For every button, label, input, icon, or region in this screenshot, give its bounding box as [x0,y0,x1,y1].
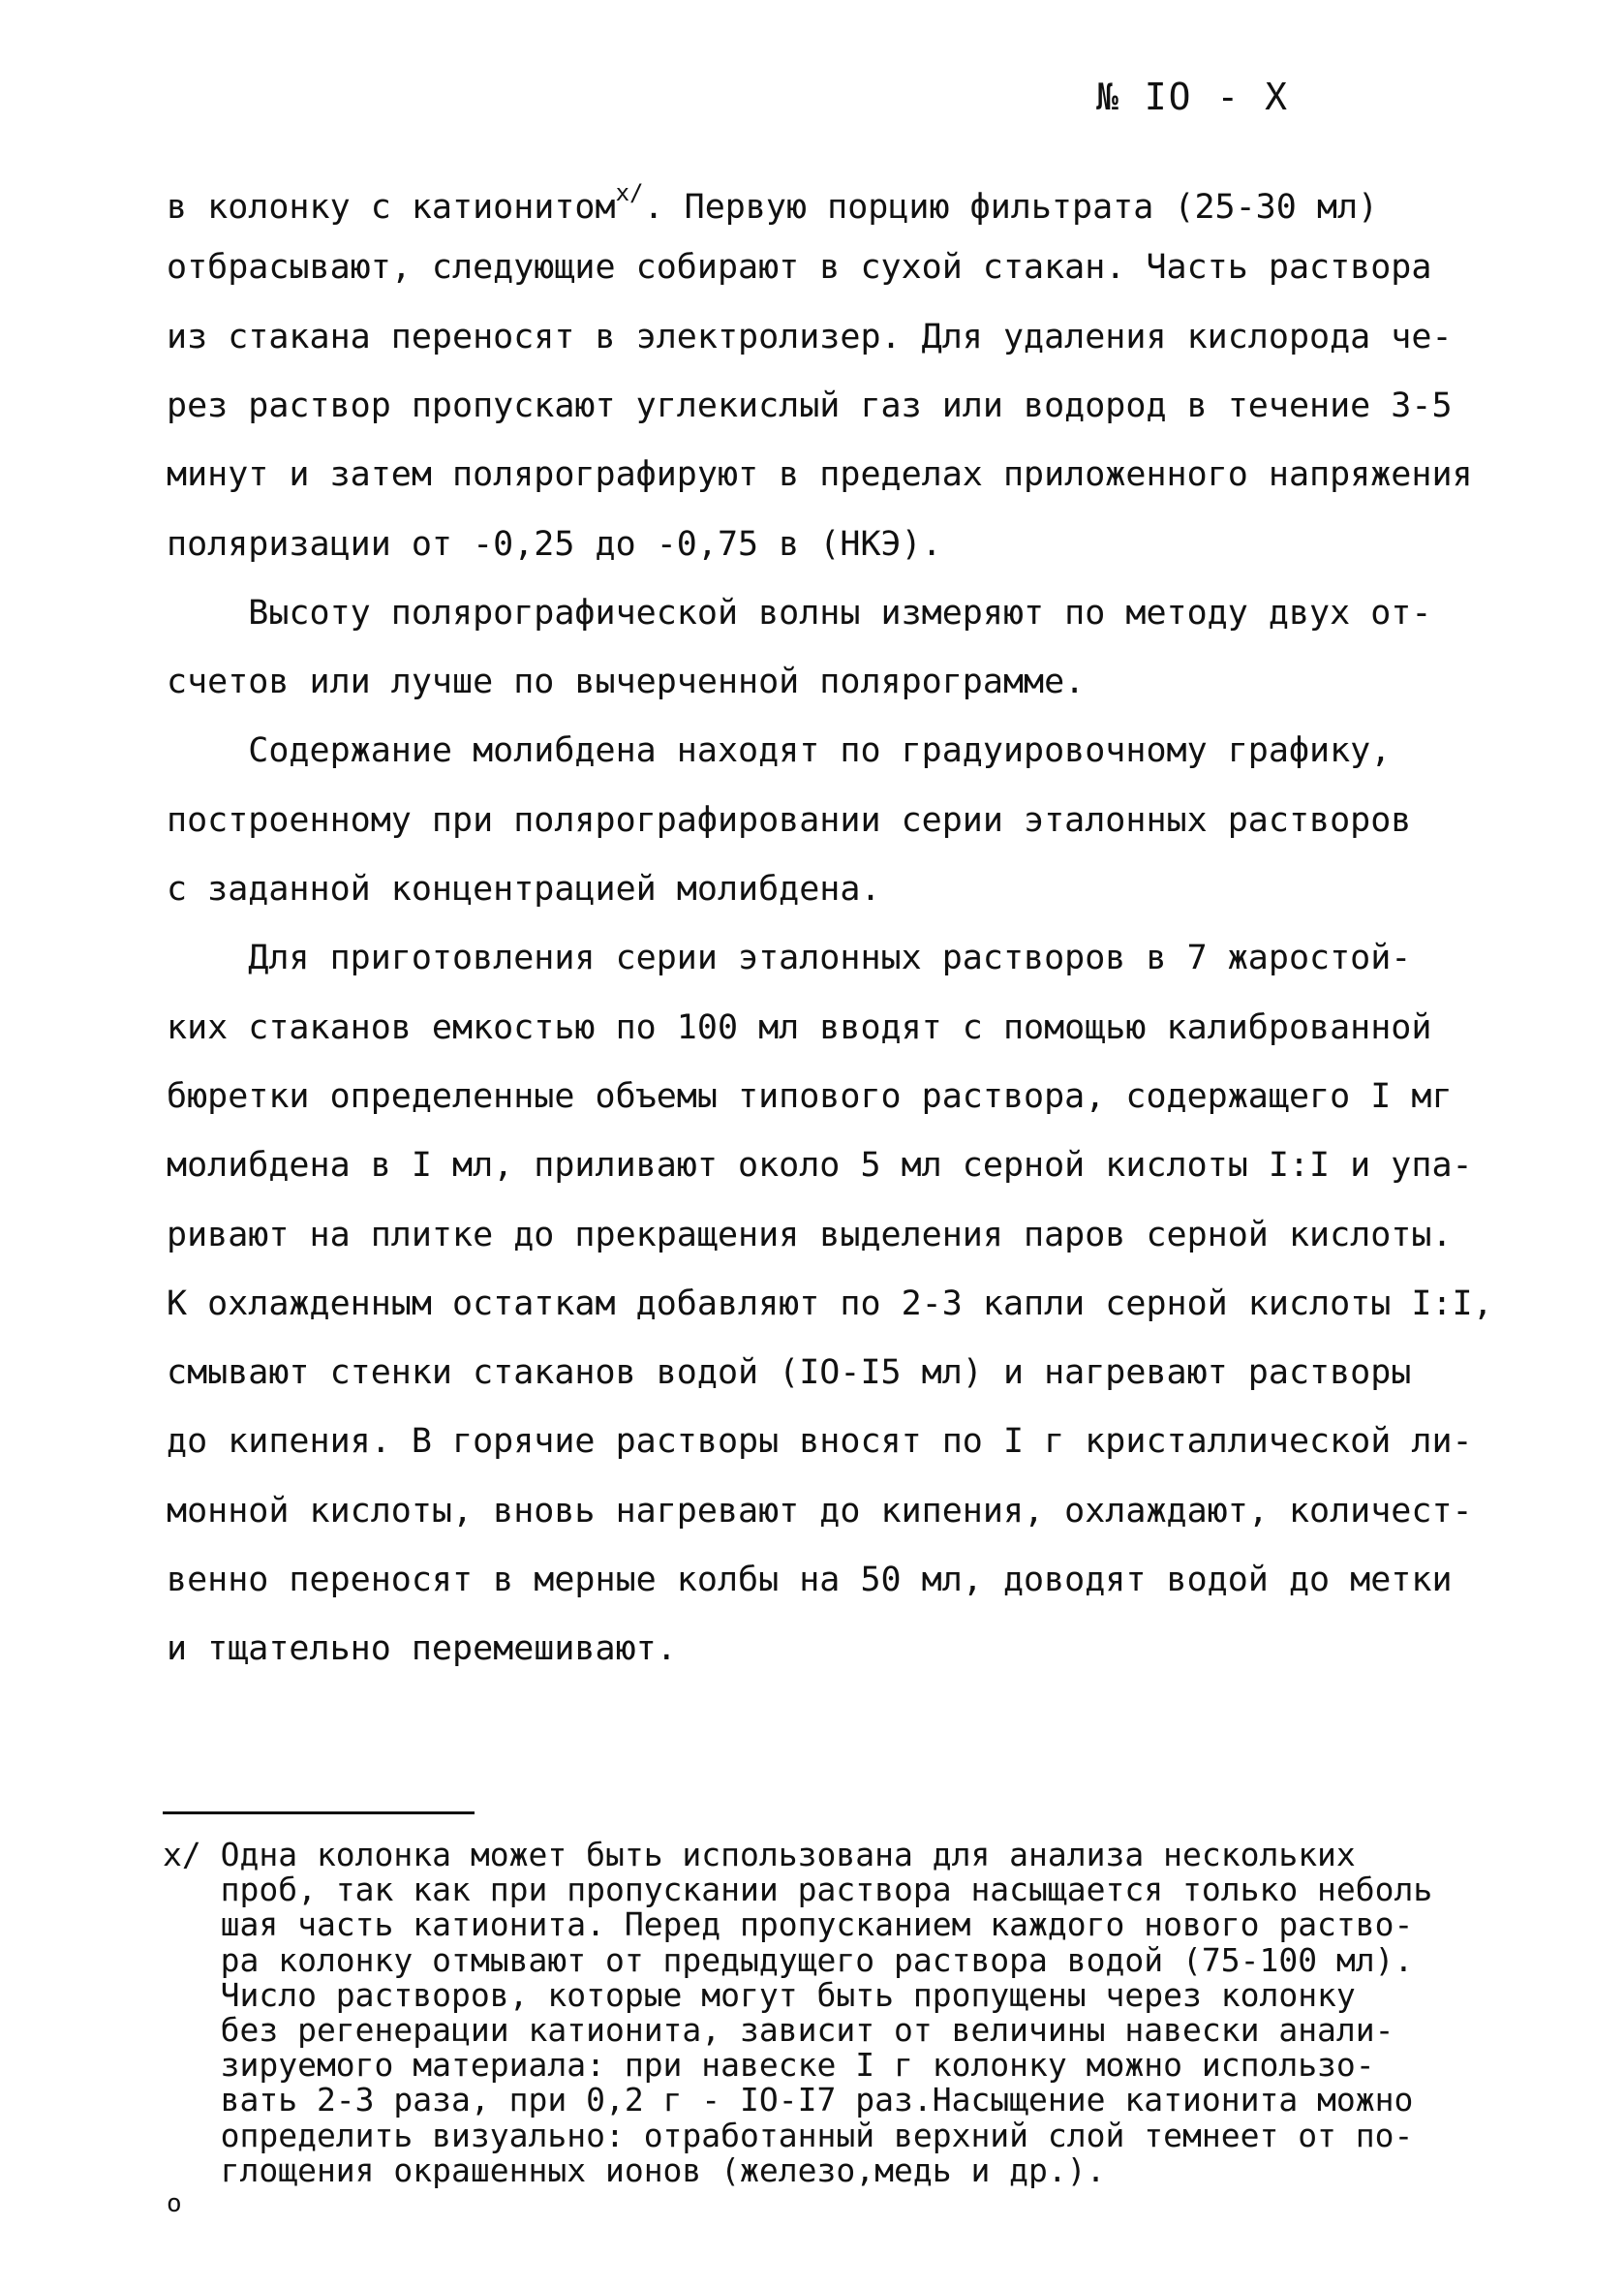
footnote-line: зируемого материала: при навеске I г колонку можно использо- [163,2046,1375,2085]
body-line-text: венно переносят в мерные колбы на 50 мл, доводят водой до метки [167,1561,1453,1599]
body-line [167,663,1085,701]
body-line [167,1146,1473,1185]
body-line-text: молибдена в I мл, приливают около 5 мл серной кислоты I:I и упа- [167,1146,1473,1186]
body-line-text: построенному при полярографировании серии эталонных растворов [167,800,1412,840]
footnote-line: глощения окрашенных ионов (железо,медь и др.). [163,2150,1106,2189]
body-line [167,870,881,909]
body-line-text: бюретки определенные объемы типового раствора, содержащего I мг [167,1076,1453,1116]
footnote-line: проб, так как при пропускании раствора насыщается только неболь [163,1871,1433,1909]
body-line-text: К охлажденным остаткам добавляют по 2-3 капли серной кислоты I:I, [167,1284,1493,1323]
body-line-text: ривают на плитке до прекращения выделения паров серной кислоты. [167,1215,1453,1254]
body-line-text: монной кислоты, вновь нагревают до кипения, охлаждают, количест- [167,1491,1473,1531]
footnote-line: без регенерации катионита, зависит от величины навески анали- [163,2011,1394,2049]
body-line-text: ких стаканов емкостью по 100 мл вводят с помощью калиброванной [167,1007,1432,1047]
footnote-line: ра колонку отмывают от предыдущего раствора водой (75-100 мл). [163,1940,1414,1979]
body-line [167,594,1431,633]
body-line-text: из стакана переносят в электролизер. Для удаления кислорода че- [167,317,1453,356]
bottom-mark: o [167,2189,182,2218]
body-line-text: до кипения. В горячие растворы вносят по I г кристаллической ли- [167,1422,1473,1462]
body-line [167,1008,1431,1047]
footnote-marker: x/ [615,179,644,206]
footnote-line: Число растворов, которые могут быть пропущены через колонку [163,1975,1356,2014]
body-line [167,1422,1473,1461]
footnote-line: определить визуально: отработанный верхний слой темнеет от по- [163,2116,1414,2154]
footnote-line: шая часть катионита. Перед пропусканием каждого нового раство- [163,1905,1414,1944]
body-line-text: смывают стенки стаканов водой (IO-I5 мл) и нагревают растворы [167,1353,1412,1393]
page-number: № IO - X [1096,76,1290,118]
body-line [167,179,1378,227]
body-line [167,1353,1411,1392]
body-line [167,801,1411,840]
body-line-text: рез раствор пропускают углекислый газ или водород в течение 3-5 [167,386,1453,425]
footnote-line: x/ Одна колонка может быть использована для анализа нескольких [163,1836,1356,1873]
body-line [167,455,1473,494]
body-line-text: Высоту полярографической волны измеряют по методу двух от- [167,593,1432,633]
footnote-line: вать 2-3 раза, при 0,2 г - IO-I7 раз.Насыщение катионита можно [163,2081,1414,2119]
body-line [167,1492,1473,1531]
body-line-text: Содержание молибдена находят по градуировочному графику, [167,731,1392,771]
body-line [167,525,942,564]
body-line-text: и тщательно перемешивают. [167,1629,677,1669]
body-line [167,731,1391,770]
body-line-text: в колонку с катионитом [167,188,616,227]
body-line [167,387,1453,425]
body-line-text: Для приготовления серии эталонных растворов в 7 жаростой- [167,939,1412,978]
body-line [167,1629,677,1668]
body-line [167,248,1431,287]
body-line-text: с заданной концентрацией молибдена. [167,870,881,909]
footnote-rule [163,1811,475,1814]
body-line-text: минут и затем полярографируют в пределах приложенного напряжения [167,455,1473,495]
body-line [167,1216,1453,1254]
body-line [167,939,1411,977]
body-line [167,1077,1453,1116]
body-line [167,318,1453,356]
body-line [167,1561,1453,1599]
body-line-text: поляризации от -0,25 до -0,75 в (НКЭ). [167,524,942,564]
body-line-text: . Первую порцию фильтрата (25-30 мл) [643,188,1379,227]
body-line [167,1284,1493,1323]
body-line-text: отбрасывают, следующие собирают в сухой стакан. Часть раствора [167,248,1432,288]
body-line-text: счетов или лучше по вычерченной полярограмме. [167,663,1086,702]
